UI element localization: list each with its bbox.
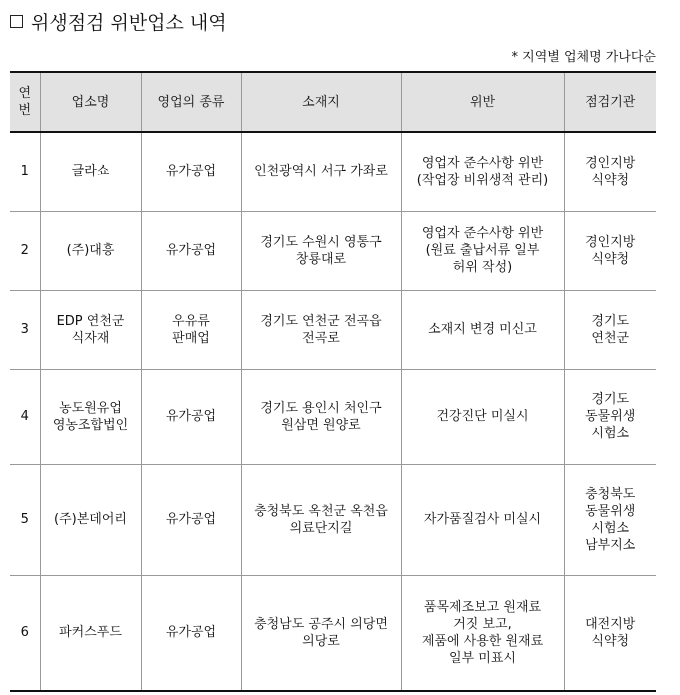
table-row [10, 211, 656, 290]
cell-violation: 영업자 준수사항 위반 (작업장 비위생적 관리) [401, 132, 564, 211]
cell-no: 3 [10, 290, 40, 369]
cell-agency: 경기도 동물위생 시험소 [564, 369, 656, 464]
cell-agency: 대전지방 식약청 [564, 575, 656, 691]
cell-name: 농도원유업 영농조합법인 [40, 369, 141, 464]
cell-violation: 소재지 변경 미신고 [401, 290, 564, 369]
cell-type: 유가공업 [141, 464, 241, 575]
cell-name: 글라쇼 [40, 132, 141, 211]
cell-violation: 품목제조보고 원재료 거짓 보고, 제품에 사용한 원재료 일부 미표시 [401, 575, 564, 691]
cell-type: 유가공업 [141, 369, 241, 464]
cell-address: 충청북도 옥천군 옥천읍 의료단지길 [241, 464, 401, 575]
cell-violation: 영업자 준수사항 위반 (원료 출납서류 일부 허위 작성) [401, 211, 564, 290]
cell-type: 유가공업 [141, 211, 241, 290]
cell-name: 파커스푸드 [40, 575, 141, 691]
col-header-type: 영업의 종류 [141, 72, 241, 132]
col-header-violation: 위반 [401, 72, 564, 132]
cell-address: 인천광역시 서구 가좌로 [241, 132, 401, 211]
title-text: 위생점검 위반업소 내역 [31, 12, 227, 34]
cell-address: 경기도 용인시 처인구 원삼면 원양로 [241, 369, 401, 464]
cell-violation: 건강진단 미실시 [401, 369, 564, 464]
cell-agency: 경인지방 식약청 [564, 132, 656, 211]
checkbox-icon [10, 15, 23, 28]
col-header-name: 업소명 [40, 72, 141, 132]
cell-address: 충청남도 공주시 의당면 의당로 [241, 575, 401, 691]
table-header-row [10, 72, 656, 132]
cell-no: 5 [10, 464, 40, 575]
cell-agency: 충청북도 동물위생 시험소 남부지소 [564, 464, 656, 575]
table-row [10, 575, 656, 691]
cell-no: 6 [10, 575, 40, 691]
cell-no: 2 [10, 211, 40, 290]
cell-name: (주)대흥 [40, 211, 141, 290]
table-row [10, 132, 656, 211]
table-row [10, 290, 656, 369]
cell-agency: 경기도 연천군 [564, 290, 656, 369]
col-header-address: 소재지 [241, 72, 401, 132]
cell-no: 1 [10, 132, 40, 211]
page-title [10, 8, 227, 35]
table-row [10, 369, 656, 464]
col-header-no: 연 번 [10, 72, 40, 132]
cell-violation: 자가품질검사 미실시 [401, 464, 564, 575]
cell-type: 유가공업 [141, 132, 241, 211]
sort-note: * 지역별 업체명 가나다순 [511, 50, 656, 65]
cell-address: 경기도 연천군 전곡읍 전곡로 [241, 290, 401, 369]
violations-table [10, 71, 656, 692]
cell-agency: 경인지방 식약청 [564, 211, 656, 290]
cell-name: (주)본데어리 [40, 464, 141, 575]
cell-type: 유가공업 [141, 575, 241, 691]
cell-no: 4 [10, 369, 40, 464]
cell-name: EDP 연천군 식자재 [40, 290, 141, 369]
table-row [10, 464, 656, 575]
cell-address: 경기도 수원시 영통구 창룡대로 [241, 211, 401, 290]
col-header-agency: 점검기관 [564, 72, 656, 132]
cell-type: 우유류 판매업 [141, 290, 241, 369]
